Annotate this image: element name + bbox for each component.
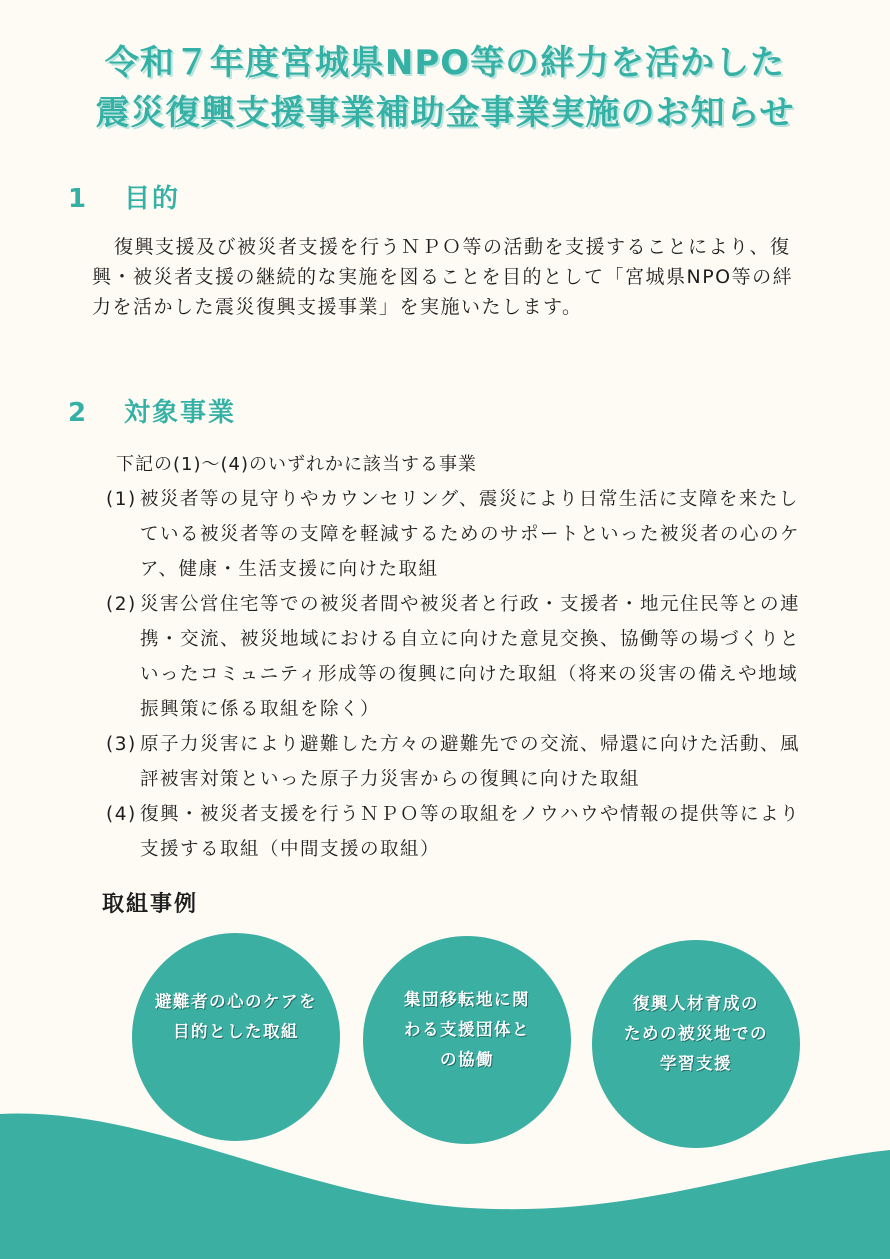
section-2-heading: [68, 392, 236, 429]
list-item: [106, 482, 818, 587]
list-item-text: 復興・被災者支援を行うＮＰＯ等の取組をノウハウや情報の提供等により支援する取組（中間支援の取組）: [140, 804, 801, 860]
list-item-marker: (2): [106, 594, 137, 615]
list-item-marker: (4): [106, 804, 137, 825]
section-1-number: 1: [68, 184, 89, 214]
target-intro: 下記の(1)～(4)のいずれかに該当する事業: [116, 454, 477, 475]
page-title: [0, 38, 890, 138]
list-item-marker: (1): [106, 489, 137, 510]
examples-heading: 取組事例: [102, 892, 199, 917]
title-line-1: 令和７年度宮城県NPO等の絆力を活かした: [104, 43, 786, 83]
list-item-text: 被災者等の見守りやカウンセリング、震災により日常生活に支障を来たしている被災者等の支障を軽減するためのサポートといった被災者の心のケア、健康・生活支援に向けた取組: [140, 489, 801, 580]
section-1-title: 目的: [124, 184, 181, 214]
example-text: 避難者の心のケアを 目的とした取組: [155, 992, 317, 1041]
example-text: 集団移転地に関 わる支援団体と の協働: [404, 990, 530, 1069]
list-item-text: 災害公営住宅等での被災者間や被災者と行政・支援者・地元住民等との連携・交流、被災地域における自立に向けた意見交換、協働等の場づくりといったコミュニティ形成等の復興に向けた取組（将来の災害の備えや地域振興策に係る取組を除く）: [140, 594, 801, 720]
title-line-2: 震災復興支援事業補助金事業実施のお知らせ: [95, 93, 795, 133]
list-item: [106, 587, 818, 727]
section-1-heading: [68, 178, 180, 215]
example-circle-learning: [592, 940, 800, 1148]
list-item-marker: (3): [106, 734, 137, 755]
section-2-number: 2: [68, 398, 89, 428]
purpose-text: 復興支援及び被災者支援を行うＮＰＯ等の活動を支援することにより、復興・被災者支援の継続的な実施を図ることを目的として「宮城県NPO等の絆力を活かした震災復興支援事業」を実施いたします。: [92, 236, 794, 318]
section-2-title: 対象事業: [124, 398, 237, 428]
example-circle-relocation: [363, 936, 571, 1144]
target-list: [106, 482, 818, 867]
example-text: 復興人材育成の ための被災地での 学習支援: [624, 994, 768, 1073]
list-item: [106, 797, 818, 867]
example-circle-mental-care: [132, 933, 340, 1141]
list-item: [106, 727, 818, 797]
list-item-text: 原子力災害により避難した方々の避難先での交流、帰還に向けた活動、風評被害対策といった原子力災害からの復興に向けた取組: [140, 734, 801, 790]
